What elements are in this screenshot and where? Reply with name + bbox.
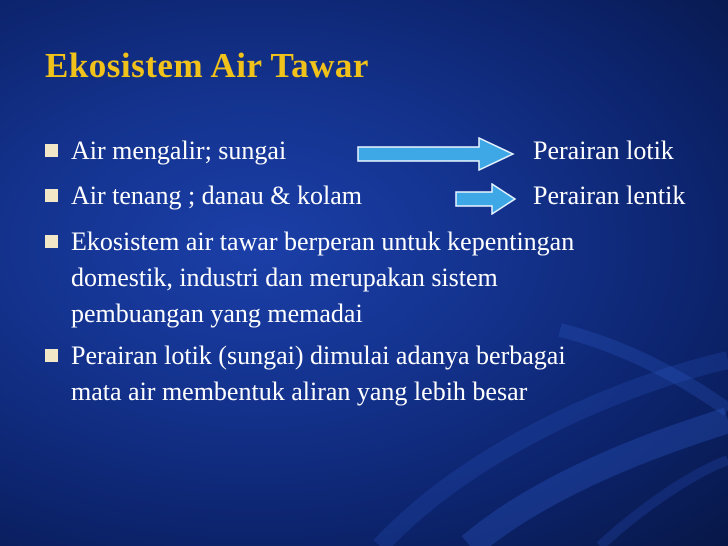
bullet-marker [45, 235, 58, 248]
bullet-2-right-text: Perairan lentik [533, 181, 686, 210]
right-arrow-icon [455, 183, 517, 215]
bullet-1-right-text: Perairan lotik [533, 136, 674, 165]
right-arrow-icon [357, 137, 515, 171]
bullet-marker [45, 144, 58, 157]
bullet-1-left-text: Air mengalir; sungai [71, 136, 287, 165]
bullet-3-line-3: pembuangan yang memadai [71, 299, 363, 328]
bullet-4-line-2: mata air membentuk aliran yang lebih besar [71, 377, 528, 406]
bullet-3-line-1: Ekosistem air tawar berperan untuk kepentingan [71, 227, 575, 256]
bullet-4-line-1: Perairan lotik (sungai) dimulai adanya berbagai [71, 341, 566, 370]
bullet-marker [45, 349, 58, 362]
bullet-2-left-text: Air tenang ; danau & kolam [71, 181, 362, 210]
slide-title: Ekosistem Air Tawar [45, 46, 369, 85]
bullet-3-line-2: domestik, industri dan merupakan sistem [71, 263, 498, 292]
bullet-marker [45, 189, 58, 202]
